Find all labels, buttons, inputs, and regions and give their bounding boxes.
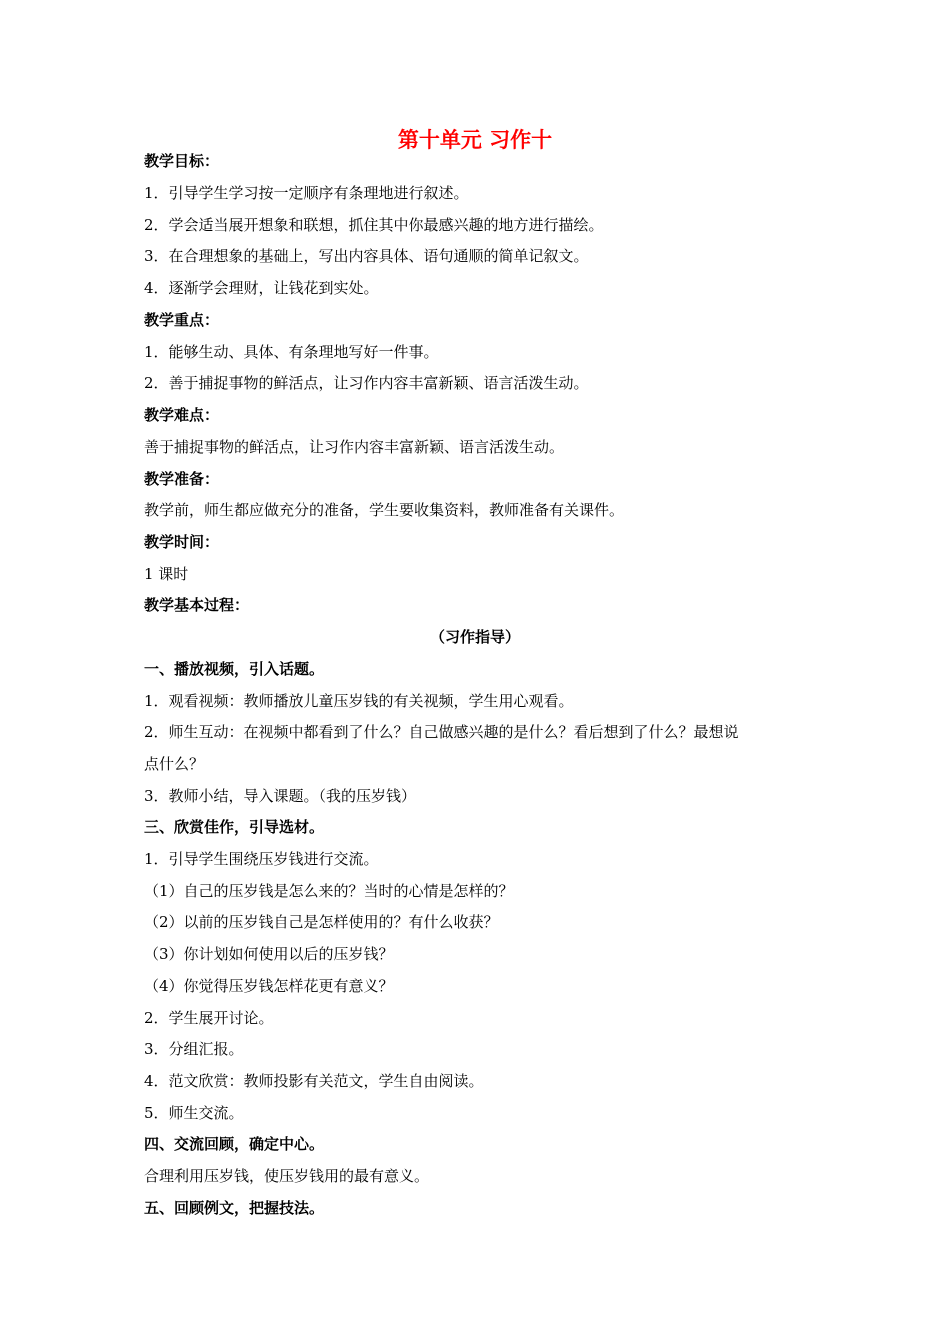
- document-title: 第十单元 习作十: [397, 128, 553, 152]
- section-item: （3）你计划如何使用以后的压岁钱？: [144, 945, 394, 963]
- section-item: 1．观看视频：教师播放儿童压岁钱的有关视频，学生用心观看。: [144, 692, 574, 710]
- section-text: 合理利用压岁钱，使压岁钱用的最有意义。: [144, 1167, 430, 1185]
- section-heading: 五、回顾例文，把握技法。: [144, 1199, 325, 1217]
- process-heading: 教学基本过程：: [144, 596, 250, 614]
- section-item: 3．教师小结，导入课题。（我的压岁钱）: [144, 787, 417, 805]
- section-heading: 三、欣赏佳作，引导选材。: [144, 818, 325, 836]
- objective-item: 4．逐渐学会理财，让钱花到实处。: [144, 279, 379, 297]
- difficulty-heading: 教学难点：: [144, 406, 220, 424]
- key-points-heading: 教学重点：: [144, 311, 220, 329]
- section-item: （1）自己的压岁钱是怎么来的？当时的心情是怎样的？: [144, 882, 514, 900]
- key-point-item: 2．善于捕捉事物的鲜活点，让习作内容丰富新颖、语言活泼生动。: [144, 374, 589, 392]
- section-item: 2．师生互动：在视频中都看到了什么？自己做感兴趣的是什么？看后想到了什么？最想说: [144, 723, 739, 741]
- time-text: 1 课时: [144, 565, 189, 583]
- difficulty-text: 善于捕捉事物的鲜活点，让习作内容丰富新颖、语言活泼生动。: [144, 438, 565, 456]
- section-item: 4．范文欣赏：教师投影有关范文，学生自由阅读。: [144, 1072, 484, 1090]
- time-heading: 教学时间：: [144, 533, 220, 551]
- preparation-text: 教学前，师生都应做充分的准备，学生要收集资料，教师准备有关课件。: [144, 501, 625, 519]
- section-item: 5．师生交流。: [144, 1104, 244, 1122]
- objective-item: 1．引导学生学习按一定顺序有条理地进行叙述。: [144, 184, 469, 202]
- section-heading: 一、播放视频，引入话题。: [144, 660, 325, 678]
- section-item: 2．学生展开讨论。: [144, 1009, 274, 1027]
- section-heading: 四、交流回顾，确定中心。: [144, 1135, 325, 1153]
- preparation-heading: 教学准备：: [144, 470, 220, 488]
- objectives-heading: 教学目标：: [144, 152, 220, 170]
- section-item: 3．分组汇报。: [144, 1040, 244, 1058]
- section-item: 1．引导学生围绕压岁钱进行交流。: [144, 850, 379, 868]
- objective-item: 3．在合理想象的基础上，写出内容具体、语句通顺的简单记叙文。: [144, 247, 589, 265]
- section-item: （2）以前的压岁钱自己是怎样使用的？有什么收获？: [144, 913, 499, 931]
- section-item: （4）你觉得压岁钱怎样花更有意义？: [144, 977, 394, 995]
- guide-heading: （习作指导）: [429, 628, 520, 646]
- objective-item: 2．学会适当展开想象和联想，抓住其中你最感兴趣的地方进行描绘。: [144, 216, 604, 234]
- section-item: 点什么？: [144, 755, 205, 773]
- key-point-item: 1．能够生动、具体、有条理地写好一件事。: [144, 343, 439, 361]
